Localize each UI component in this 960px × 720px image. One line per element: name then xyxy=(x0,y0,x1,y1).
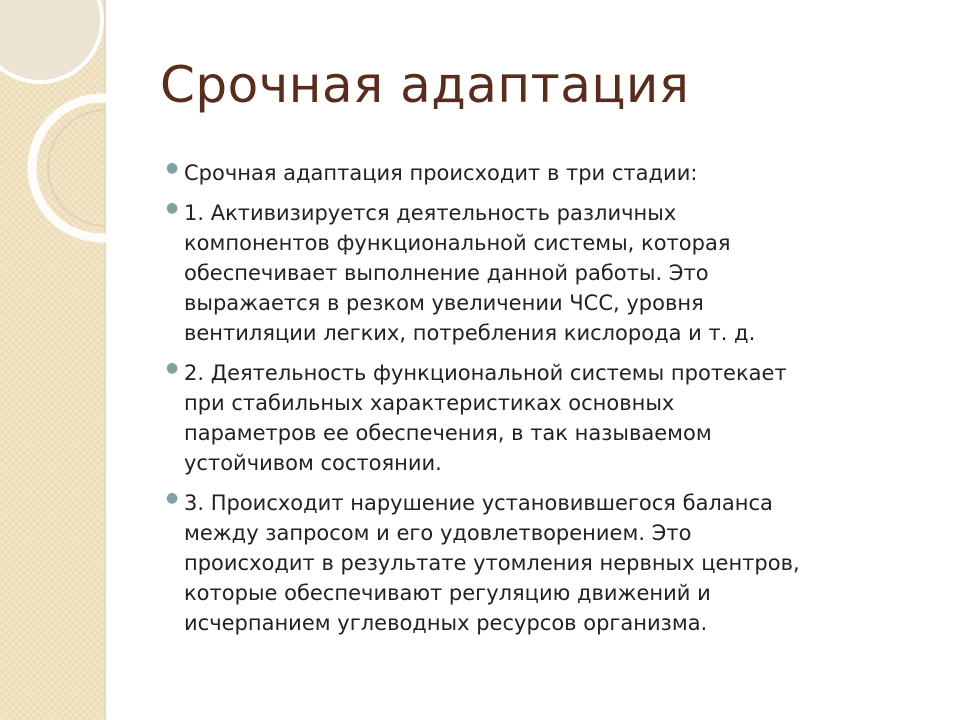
bullet-text-line: вентиляции легких, потребления кислорода и т. д. xyxy=(184,321,756,345)
bullet-text-line: устойчивом состоянии. xyxy=(184,451,442,475)
bullet-item xyxy=(166,488,936,638)
bullet-text-line: 1. Активизируется деятельность различных xyxy=(184,201,677,225)
slide-title: Срочная адаптация xyxy=(160,56,690,114)
bullet-text-line: Срочная адаптация происходит в три стадии: xyxy=(184,161,698,185)
bullet-dot-icon: ● xyxy=(166,490,179,506)
bullet-text-line: между запросом и его удовлетворением. Это xyxy=(184,521,692,545)
bullet-item xyxy=(166,158,936,188)
bullet-text-line: обеспечивает выполнение данной работы. Это xyxy=(184,261,709,285)
decorative-circles-graphic xyxy=(0,0,106,260)
bullet-item xyxy=(166,198,936,348)
bullet-text-line: при стабильных характеристиках основных xyxy=(184,391,675,415)
bullet-item xyxy=(166,358,936,478)
bullet-dot-icon: ● xyxy=(166,200,179,216)
bullet-text-line: компонентов функциональной системы, которая xyxy=(184,231,731,255)
bullet-text-line: которые обеспечивают регуляцию движений и xyxy=(184,581,711,605)
bullet-list xyxy=(166,158,936,648)
bullet-text-line: происходит в результате утомления нервных центров, xyxy=(184,551,800,575)
bullet-text-line: параметров ее обеспечения, в так называемом xyxy=(184,421,712,445)
bullet-dot-icon: ● xyxy=(166,160,179,176)
bullet-text-line: 2. Деятельность функциональной системы протекает xyxy=(184,361,787,385)
bullet-text-line: 3. Происходит нарушение установившегося баланса xyxy=(184,491,773,515)
bullet-text-line: выражается в резком увеличении ЧСС, уровня xyxy=(184,291,704,315)
bullet-dot-icon: ● xyxy=(166,360,179,376)
bullet-text-line: исчерпанием углеводных ресурсов организма. xyxy=(184,611,708,635)
